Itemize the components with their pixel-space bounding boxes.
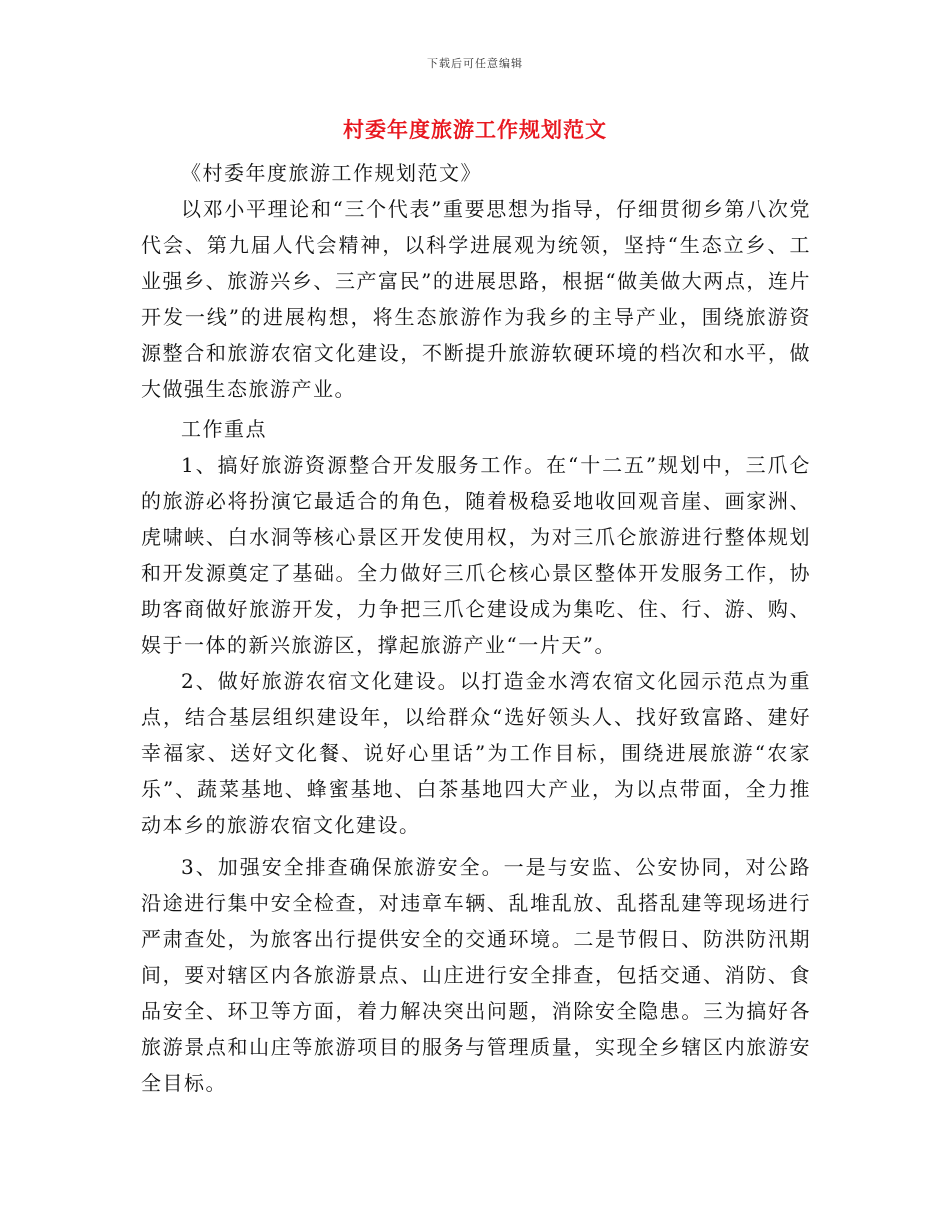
document-body [141, 155, 811, 1101]
paragraph-item-1: 1、搞好旅游资源整合开发服务工作。在“十二五”规划中，三爪仑的旅游必将扮演它最适合的角色，随着极稳妥地收回观音崖、画家洲、虎啸峡、白水洞等核心景区开发使用权，为对三爪仑旅游进行整体规划和开发源奠定了基础。全力做好三爪仑核心景区整体开发服务工作，协助客商做好旅游开发，力争把三爪仑建设成为集吃、住、行、游、购、娱于一体的新兴旅游区，撑起旅游产业“一片天”。 [141, 453, 811, 657]
section-heading-work-focus: 工作重点 [181, 417, 267, 441]
paragraph-guiding-thought: 以邓小平理论和“三个代表”重要思想为指导，仔细贯彻乡第八次党代会、第九届人代会精神，以科学进展观为统领，坚持“生态立乡、工业强乡、旅游兴乡、三产富民”的进展思路，根据“做美做大两点，连片开发一线”的进展构想，将生态旅游作为我乡的主导产业，围绕旅游资源整合和旅游农宿文化建设，不断提升旅游软硬环境的档次和水平，做大做强生态旅游产业。 [141, 197, 811, 401]
paragraph-book-title: 《村委年度旅游工作规划范文》 [181, 161, 482, 185]
paragraph-item-2: 2、做好旅游农宿文化建设。以打造金水湾农宿文化园示范点为重点，结合基层组织建设年，以给群众“选好领头人、找好致富路、建好幸福家、送好文化餐、说好心里话”为工作目标，围绕进展旅游“农家乐”、蔬菜基地、蜂蜜基地、白茶基地四大产业，为以点带面，全力推动本乡的旅游农宿文化建设。 [141, 669, 811, 837]
document-title: 村委年度旅游工作规划范文 [343, 117, 607, 142]
paragraph-item-3: 3、加强安全排查确保旅游安全。一是与安监、公安协同，对公路沿途进行集中安全检查，对违章车辆、乱堆乱放、乱搭乱建等现场进行严肃查处，为旅客出行提供安全的交通环境。二是节假日、防洪防汛期间，要对辖区内各旅游景点、山庄进行安全排查，包括交通、消防、食品安全、环卫等方面，着力解决突出问题，消除安全隐患。三为搞好各旅游景点和山庄等旅游项目的服务与管理质量，实现全乡辖区内旅游安全目标。 [141, 855, 811, 1095]
header-note: 下载后可任意编辑 [427, 57, 523, 70]
